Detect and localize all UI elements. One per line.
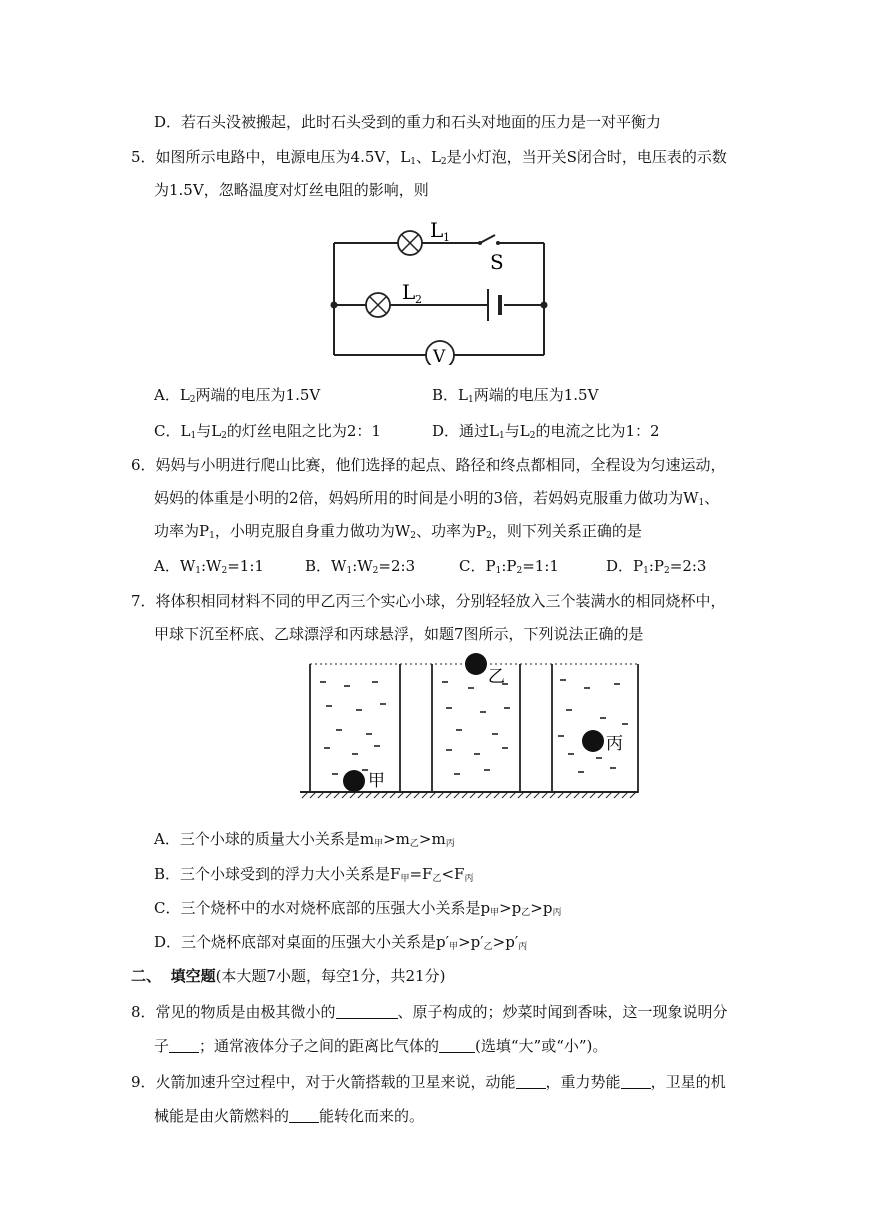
sub: 丙 [552,908,562,918]
q7-option-b [154,864,473,889]
opt-text: D．P [606,557,644,575]
opt-text: A．三个小球的质量大小关系是m [154,830,375,848]
opt-text: >p [530,899,553,917]
sub: 丙 [518,942,528,952]
sub: 1 [495,566,502,576]
q5-option-b [432,385,598,410]
q8-line2 [154,1036,607,1056]
sub: 2 [372,566,379,576]
q9-text: ，重力势能 [545,1073,621,1091]
opt-text: 两端的电压为1.5V [473,386,599,404]
opt-text: >m [383,830,410,848]
sub: 甲 [449,942,459,952]
q8-line1 [131,1002,728,1022]
q9-text: 能转化而来的。 [319,1107,425,1125]
opt-text: 与L [196,422,222,440]
q6-option-c [459,556,559,581]
q6-option-d [606,556,706,581]
sub: 2 [486,531,492,541]
opt-text: 两端的电压为1.5V [195,386,321,404]
label-voltmeter: V [433,347,446,365]
q5-option-a [154,385,320,410]
q7-option-a [154,829,455,854]
label-l2-sub: 2 [415,293,422,306]
opt-text: :P [648,557,665,575]
answer-blank[interactable] [516,1074,546,1089]
q6-text: ，则下列关系正确的是 [491,522,642,540]
q7-text: 7．将体积相同材料不同的甲乙丙三个实心小球，分别轻轻放入三个装满水的相同烧杯中， [131,592,726,610]
opt-text: :W [201,557,222,575]
opt-text: =1:1 [227,557,264,575]
answer-blank[interactable] [169,1038,199,1053]
q7-option-d [154,932,527,957]
switch-contact [478,241,482,245]
opt-text: B．L [432,386,468,404]
opt-text: >p′ [492,933,519,951]
q9-line1 [131,1072,726,1092]
q5-text: 为1.5V，忽略温度对灯丝电阻的影响，则 [154,181,429,199]
opt-text: =2:3 [669,557,707,575]
q6-stem-line1 [131,455,726,475]
q5-circuit-diagram [320,215,560,365]
sub: 丙 [445,839,455,849]
opt-text: =F [409,865,433,883]
answer-blank[interactable] [439,1038,475,1053]
q6-text: ，小明克服自身重力做功为W [214,522,411,540]
q9-text: 9．火箭加速升空过程中，对于火箭搭载的卫星来说，动能 [131,1073,516,1091]
ball-yi [465,653,487,675]
sub: 1 [643,566,649,576]
q5-option-d [432,421,660,446]
opt-text: A．L [154,386,190,404]
sub: 1 [467,395,474,405]
sub: 2 [516,566,523,576]
water-marks [320,680,628,774]
label-l1-sub: 1 [443,231,450,244]
opt-text: :P [501,557,517,575]
answer-blank[interactable] [336,1004,398,1019]
q6-text: 妈妈的体重是小明的2倍，妈妈所用的时间是小明的3倍，若妈妈克服重力做功为W [154,489,699,507]
sub: 2 [440,157,447,167]
q8-text: 、原子构成的；炒菜时闻到香味，这一现象说明分 [397,1003,728,1021]
q5-text: 5．如图所示电路中，电源电压为4.5V，L [131,148,411,166]
q4-option-d [154,112,661,132]
sub: 2 [410,531,416,541]
section-note: (本大题7小题，每空1分，共21分) [215,967,446,985]
q8-text: ；通常液体分子之间的距离比气体的 [199,1037,440,1055]
label-jia: 甲 [368,771,385,791]
opt-text: <F [441,865,465,883]
sub: 2 [221,566,228,576]
q6-text: 、 [704,489,720,507]
sub: 1 [410,157,416,167]
lamp-l1-icon [398,231,422,255]
sub: 1 [346,566,353,576]
q7-option-c [154,898,561,923]
opt-text: C．L [154,422,191,440]
label-yi: 乙 [488,667,505,687]
beaker-3 [552,664,638,792]
sub: 丙 [464,874,474,884]
q5-option-c [154,421,381,446]
opt-text: :W [352,557,373,575]
q9-text: 械能是由火箭燃料的 [154,1107,290,1125]
q7-stem-line1 [131,591,726,611]
label-switch: S [490,250,504,274]
opt-text: A．W [154,557,196,575]
q8-text: (选填“大”或“小”)。 [475,1037,608,1055]
switch-blade [480,235,495,243]
q5-text: 是小灯泡，当开关S闭合时，电压表的示数 [446,148,727,166]
opt-text: =1:1 [522,557,559,575]
q8-text: 8．常见的物质是由极其微小的 [131,1003,336,1021]
ball-jia [343,770,365,792]
sub: 乙 [483,942,493,952]
sub: 乙 [521,908,531,918]
answer-blank[interactable] [289,1108,319,1123]
q6-text: 6．妈妈与小明进行爬山比赛，他们选择的起点、路径和终点都相同，全程设为匀速运动， [131,456,726,474]
q6-stem-line2 [154,488,719,513]
q5-stem-line1 [131,147,727,172]
sub: 2 [664,566,670,576]
sub: 2 [221,431,227,441]
q5-text: 、L [415,148,441,166]
sub: 1 [195,566,201,576]
ball-bing [582,730,604,752]
label-l1: L [430,218,444,242]
opt-text: C．三个烧杯中的水对烧杯底部的压强大小关系是p [154,899,491,917]
q7-stem-line2 [154,624,644,644]
answer-blank[interactable] [621,1074,651,1089]
sub: 1 [190,431,197,441]
battery-icon [488,289,500,321]
opt-text: D．三个烧杯底部对桌面的压强大小关系是p′ [154,933,450,951]
opt-text: C．P [459,557,496,575]
q9-line2 [154,1106,424,1126]
q6-option-a [154,556,264,581]
q7-text: 甲球下沉至杯底、乙球漂浮和丙球悬浮，如题7图所示，下列说法正确的是 [154,625,644,643]
opt-text: 的灯丝电阻之比为2：1 [226,422,381,440]
opt-text: 与L [504,422,530,440]
opt-text: B．W [305,557,347,575]
q6-stem-line3 [154,521,642,546]
q7-beakers-figure [296,650,642,802]
sub: 乙 [409,839,419,849]
opt-text: D．通过L [432,422,499,440]
sub: 1 [209,531,215,541]
opt-text: 的电流之比为1：2 [535,422,660,440]
switch-contact [496,241,500,245]
sub: 甲 [374,839,384,849]
sub: 2 [529,431,536,441]
sub: 1 [698,498,705,508]
opt-text: >m [418,830,446,848]
opt-text: =2:3 [378,557,416,575]
opt-text: B．三个小球受到的浮力大小关系是F [154,865,401,883]
sub: 1 [499,431,505,441]
label-l2: L [402,280,416,304]
q9-text: ，卫星的机 [650,1073,726,1091]
opt-text: >p′ [458,933,484,951]
opt-text: >p [499,899,522,917]
sub: 2 [189,395,196,405]
junction-dot [541,302,548,309]
q6-text: 、功率为P [415,522,487,540]
sub: 甲 [400,874,410,884]
lamp-l2-icon [366,293,390,317]
section-number: 二、 [131,967,162,985]
q6-text: 功率为P [154,522,210,540]
section-heading [131,966,445,986]
q8-text: 子 [154,1037,170,1055]
q4-option-d-text: D．若石头没被搬起，此时石头受到的重力和石头对地面的压力是一对平衡力 [154,113,662,131]
sub: 乙 [432,874,442,884]
sub: 甲 [490,908,500,918]
junction-dot [331,302,338,309]
label-bing: 丙 [606,734,623,754]
q6-option-b [305,556,415,581]
q5-stem-line2 [154,180,429,200]
section-title: 填空题 [170,967,216,985]
